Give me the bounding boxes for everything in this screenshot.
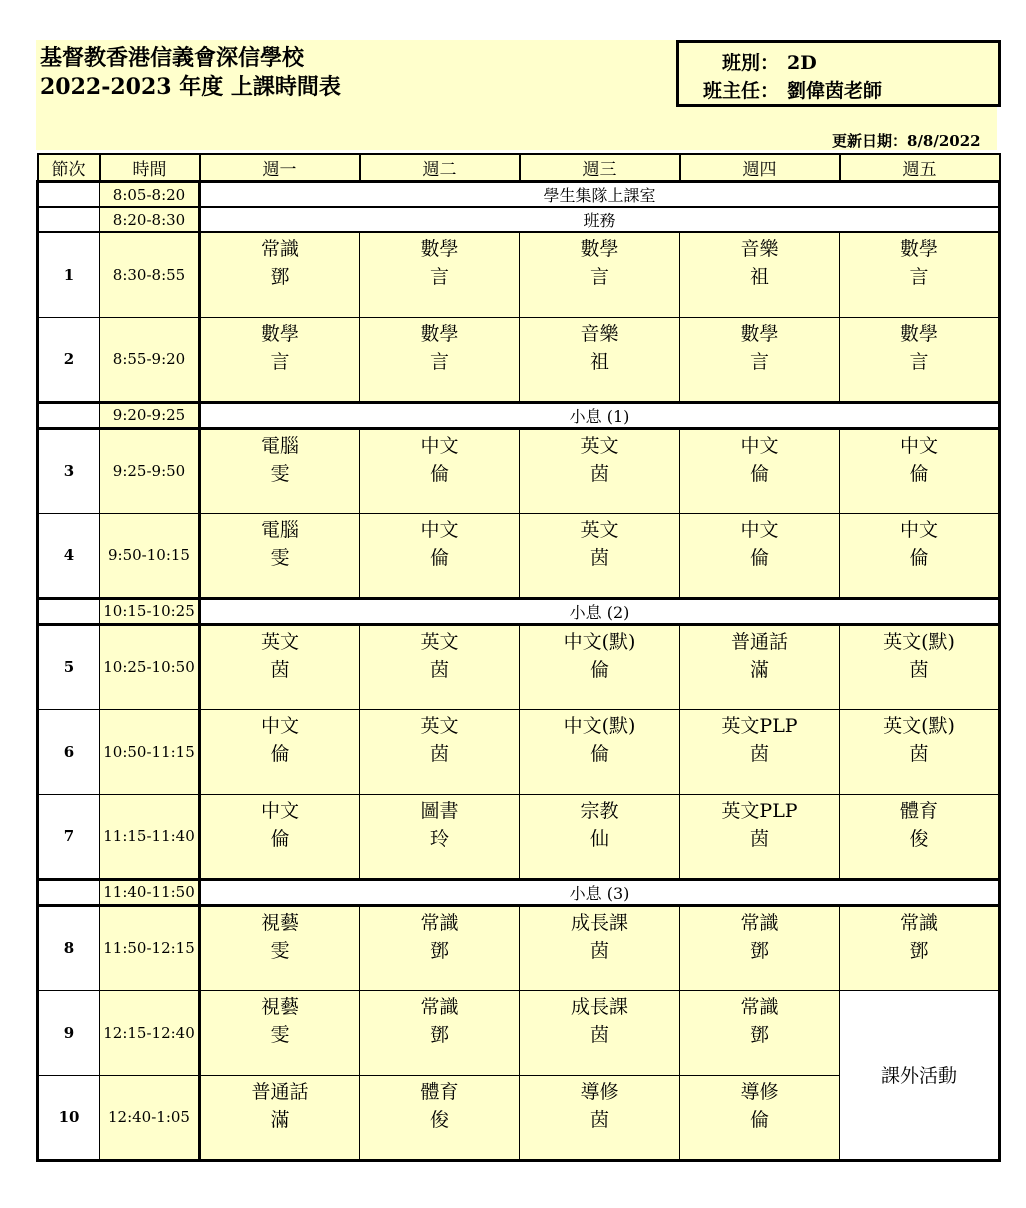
subject: 數學	[580, 238, 619, 260]
teacher: 仙	[589, 827, 609, 850]
lesson-cell	[360, 232, 520, 317]
lesson-cell	[680, 232, 840, 317]
break-label: 小息 (2)	[200, 598, 1000, 624]
teacher: 倫	[429, 462, 449, 485]
subject: 英文	[260, 630, 299, 653]
time-slot: 11:40-11:50	[100, 879, 200, 905]
lesson-cell	[200, 513, 360, 598]
teacher: 倫	[909, 462, 929, 485]
lesson-cell	[840, 428, 1000, 513]
break-label: 小息 (3)	[200, 879, 1000, 905]
break-row-3	[38, 879, 1000, 905]
lesson-cell	[680, 513, 840, 598]
lesson-cell	[200, 794, 360, 879]
teacher: 言	[270, 350, 290, 373]
lesson-cell	[680, 905, 840, 990]
teacher: 倫	[909, 546, 929, 569]
lesson-cell	[360, 1075, 520, 1160]
class-label: 班別：	[721, 52, 779, 74]
lesson-cell	[840, 794, 1000, 879]
time-slot: 8:05-8:20	[100, 182, 200, 208]
subject: 中文	[899, 518, 938, 541]
subject: 數學	[420, 238, 459, 260]
teacher: 雯	[270, 939, 290, 962]
class-teacher-label: 班主任：	[702, 80, 779, 102]
teacher: 倫	[749, 1108, 769, 1131]
teacher: 茵	[589, 546, 609, 569]
teacher: 祖	[749, 266, 769, 288]
teacher: 滿	[270, 1108, 290, 1131]
teacher: 雯	[270, 1023, 290, 1046]
teacher: 鄧	[270, 266, 290, 288]
lesson-cell	[840, 317, 1000, 402]
subject: 體育	[420, 1080, 459, 1103]
header-mon: 週一	[200, 154, 360, 182]
lesson-cell	[360, 990, 520, 1075]
teacher: 茵	[429, 742, 449, 765]
header-wed: 週三	[520, 154, 680, 182]
teacher: 鄧	[749, 1023, 769, 1046]
subject: 音樂	[580, 322, 619, 345]
teacher: 茵	[270, 658, 290, 681]
class-info-box	[676, 40, 1001, 107]
lesson-cell	[840, 709, 1000, 794]
header-period: 節次	[38, 154, 100, 182]
subject: 英文(默)	[883, 630, 955, 653]
lesson-cell	[840, 905, 1000, 990]
subject: 體育	[899, 799, 938, 822]
header-fri: 週五	[840, 154, 1000, 182]
header-time: 時間	[100, 154, 200, 182]
time-slot: 11:15-11:40	[100, 794, 200, 879]
lesson-cell	[200, 1075, 360, 1160]
lesson-cell	[520, 794, 680, 879]
teacher: 俊	[429, 1108, 449, 1131]
time-slot: 11:50-12:15	[100, 905, 200, 990]
lesson-cell	[680, 624, 840, 709]
time-slot: 12:40-1:05	[100, 1075, 200, 1160]
subject: 英文PLP	[721, 714, 798, 737]
assembly-label: 學生集隊上課室	[200, 182, 1000, 208]
lesson-cell	[520, 1075, 680, 1160]
subject: 常識	[420, 911, 459, 934]
period-row-4	[38, 513, 1000, 598]
timetable	[36, 153, 1001, 1162]
school-name: 基督教香港信義會深信學校	[40, 45, 305, 71]
subject: 中文	[260, 714, 299, 737]
period-number: 5	[38, 624, 100, 709]
subject: 數學	[420, 322, 459, 345]
period-row-1	[38, 232, 1000, 317]
time-slot: 10:15-10:25	[100, 598, 200, 624]
subject: 中文(默)	[563, 630, 636, 653]
teacher: 言	[429, 266, 449, 288]
subject: 視藝	[260, 995, 299, 1018]
subject: 數學	[899, 238, 938, 260]
subject: 中文	[260, 799, 299, 822]
time-slot: 9:20-9:25	[100, 402, 200, 428]
lesson-cell	[680, 794, 840, 879]
time-slot: 9:25-9:50	[100, 428, 200, 513]
break-row-2	[38, 598, 1000, 624]
time-slot: 8:55-9:20	[100, 317, 200, 402]
teacher: 祖	[589, 350, 609, 373]
break-row-1	[38, 402, 1000, 428]
time-slot: 8:30-8:55	[100, 232, 200, 317]
subject: 英文	[580, 518, 619, 541]
subject: 導修	[580, 1080, 619, 1103]
lesson-cell	[520, 990, 680, 1075]
subject: 成長課	[570, 995, 628, 1018]
teacher-row	[679, 76, 882, 103]
homeroom-row	[38, 207, 1000, 232]
lesson-cell	[200, 232, 360, 317]
period-number: 7	[38, 794, 100, 879]
teacher: 茵	[909, 658, 929, 681]
teacher: 倫	[270, 742, 290, 765]
teacher: 茵	[589, 1023, 609, 1046]
subject: 常識	[899, 911, 938, 934]
teacher: 茵	[749, 827, 769, 850]
teacher: 倫	[589, 742, 609, 765]
header-tue: 週二	[360, 154, 520, 182]
teacher: 倫	[589, 658, 609, 681]
subject: 英文	[420, 630, 459, 653]
period-row-8	[38, 905, 1000, 990]
teacher: 雯	[270, 462, 290, 485]
timetable-subtitle: 2022-2023 年度 上課時間表	[40, 74, 341, 100]
subject: 常識	[420, 995, 459, 1018]
lesson-cell	[680, 428, 840, 513]
subject: 數學	[740, 322, 779, 345]
period-number: 1	[38, 232, 100, 317]
subject: 電腦	[260, 518, 299, 541]
subject: 中文	[740, 518, 779, 541]
break-label: 小息 (1)	[200, 402, 1000, 428]
lesson-cell	[680, 317, 840, 402]
time-slot: 10:25-10:50	[100, 624, 200, 709]
teacher: 茵	[589, 939, 609, 962]
lesson-cell	[360, 905, 520, 990]
teacher: 俊	[909, 827, 929, 850]
teacher: 茵	[589, 1108, 609, 1131]
subject: 英文PLP	[721, 799, 798, 822]
teacher: 言	[909, 350, 929, 373]
subject: 英文	[580, 434, 619, 457]
lesson-cell	[360, 428, 520, 513]
lesson-cell	[680, 709, 840, 794]
subject: 宗教	[580, 799, 619, 822]
lesson-cell	[520, 317, 680, 402]
assembly-row	[38, 182, 1000, 208]
lesson-cell	[200, 428, 360, 513]
teacher: 倫	[429, 546, 449, 569]
period-number	[38, 207, 100, 232]
teacher: 鄧	[429, 1023, 449, 1046]
extracurricular-cell: 課外活動	[840, 990, 1000, 1160]
period-row-3	[38, 428, 1000, 513]
teacher: 雯	[270, 546, 290, 569]
class-row	[679, 48, 817, 75]
lesson-cell	[200, 624, 360, 709]
header-thu: 週四	[680, 154, 840, 182]
homeroom-label: 班務	[200, 207, 1000, 232]
period-number: 9	[38, 990, 100, 1075]
teacher: 倫	[270, 827, 290, 850]
period-number	[38, 598, 100, 624]
header-row	[38, 154, 1000, 182]
lesson-cell	[680, 990, 840, 1075]
lesson-cell	[520, 232, 680, 317]
teacher: 茵	[749, 742, 769, 765]
subject: 普通話	[251, 1080, 309, 1103]
teacher: 茵	[589, 462, 609, 485]
lesson-cell	[360, 794, 520, 879]
teacher: 玲	[429, 827, 449, 850]
period-number: 8	[38, 905, 100, 990]
period-row-5	[38, 624, 1000, 709]
lesson-cell	[200, 317, 360, 402]
subject: 視藝	[260, 911, 299, 934]
subject: 常識	[260, 238, 299, 260]
lesson-cell	[360, 513, 520, 598]
subject: 中文	[899, 434, 938, 457]
subject: 數學	[899, 322, 938, 345]
lesson-cell	[840, 624, 1000, 709]
lesson-cell	[360, 317, 520, 402]
lesson-cell	[840, 232, 1000, 317]
subject: 英文	[420, 714, 459, 737]
subject: 導修	[740, 1080, 779, 1103]
period-number: 2	[38, 317, 100, 402]
teacher: 言	[589, 266, 609, 288]
period-number: 10	[38, 1075, 100, 1160]
subject: 圖書	[420, 799, 459, 822]
teacher: 倫	[749, 462, 769, 485]
class-value: 2D	[787, 52, 817, 74]
subject: 成長課	[570, 911, 628, 934]
update-date: 更新日期：8/8/2022	[832, 132, 981, 150]
subject: 音樂	[740, 238, 779, 260]
subject: 中文	[740, 434, 779, 457]
subject: 英文(默)	[883, 714, 955, 737]
period-row-7	[38, 794, 1000, 879]
teacher: 倫	[749, 546, 769, 569]
teacher: 茵	[429, 658, 449, 681]
subject: 中文	[420, 434, 459, 457]
lesson-cell	[520, 624, 680, 709]
teacher: 鄧	[909, 939, 929, 962]
lesson-cell	[520, 905, 680, 990]
lesson-cell	[360, 709, 520, 794]
teacher: 言	[909, 266, 929, 288]
period-number	[38, 182, 100, 208]
subject: 中文	[420, 518, 459, 541]
teacher: 茵	[909, 742, 929, 765]
period-number: 3	[38, 428, 100, 513]
class-teacher-value: 劉偉茵老師	[787, 80, 883, 102]
subject: 中文(默)	[563, 714, 636, 737]
period-row-6	[38, 709, 1000, 794]
teacher: 言	[429, 350, 449, 373]
period-number: 6	[38, 709, 100, 794]
time-slot: 10:50-11:15	[100, 709, 200, 794]
lesson-cell	[520, 513, 680, 598]
subject: 常識	[740, 995, 779, 1018]
lesson-cell	[840, 513, 1000, 598]
lesson-cell	[520, 709, 680, 794]
lesson-cell	[520, 428, 680, 513]
subject: 數學	[260, 322, 299, 345]
subject: 常識	[740, 911, 779, 934]
period-number	[38, 879, 100, 905]
time-slot: 12:15-12:40	[100, 990, 200, 1075]
teacher: 鄧	[429, 939, 449, 962]
period-number: 4	[38, 513, 100, 598]
lesson-cell	[680, 1075, 840, 1160]
school-title	[40, 44, 341, 102]
teacher: 言	[749, 350, 769, 373]
lesson-cell	[200, 709, 360, 794]
lesson-cell	[200, 905, 360, 990]
lesson-cell	[360, 624, 520, 709]
period-row-9	[38, 990, 1000, 1075]
period-row-2	[38, 317, 1000, 402]
subject: 普通話	[730, 630, 788, 653]
time-slot: 9:50-10:15	[100, 513, 200, 598]
period-number	[38, 402, 100, 428]
time-slot: 8:20-8:30	[100, 207, 200, 232]
lesson-cell	[200, 990, 360, 1075]
teacher: 滿	[749, 658, 769, 681]
subject: 電腦	[260, 434, 299, 457]
teacher: 鄧	[749, 939, 769, 962]
